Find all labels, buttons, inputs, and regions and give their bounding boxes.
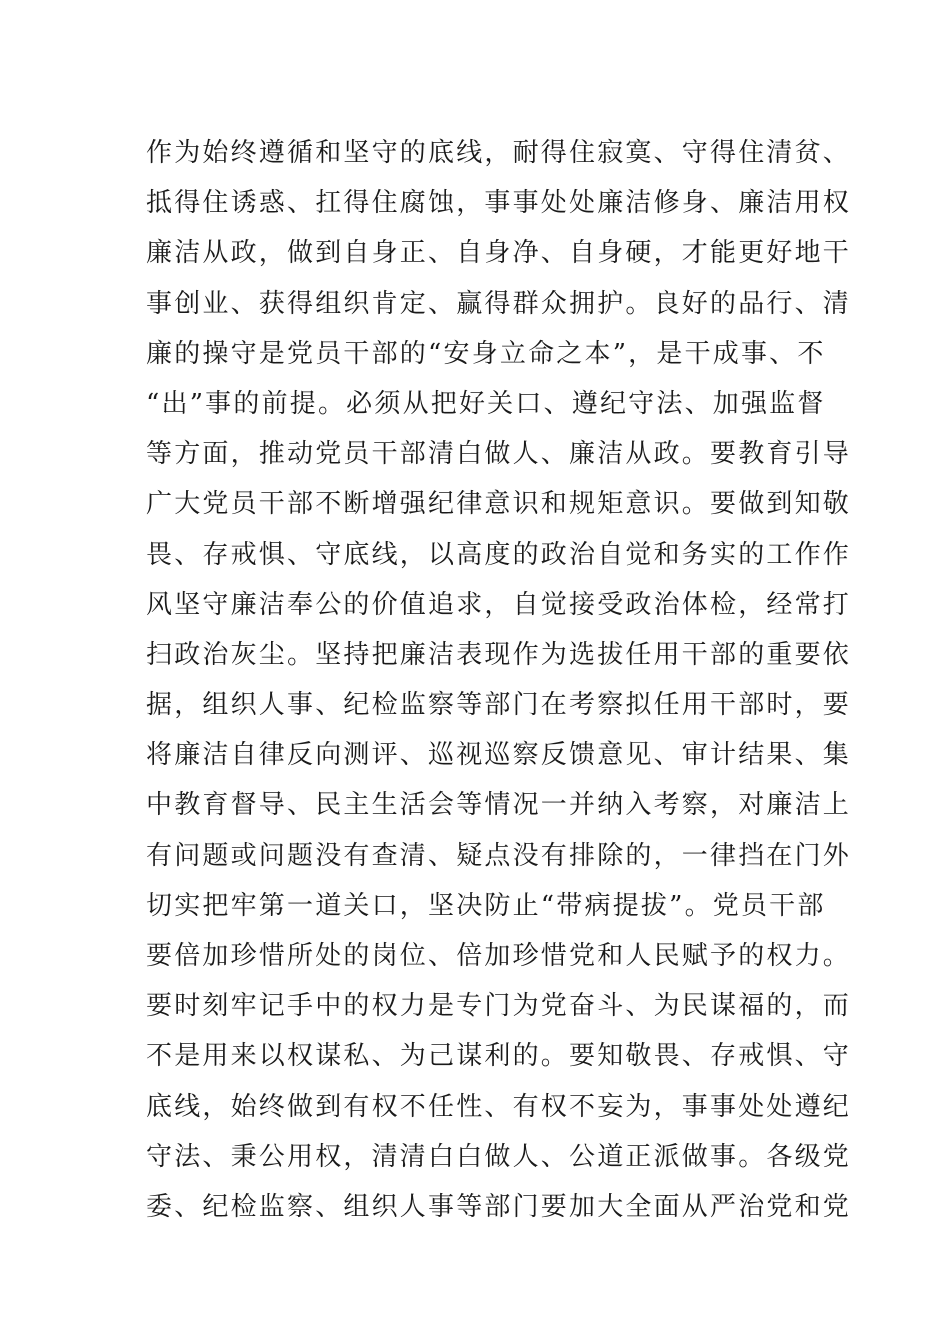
text-line-1: 作为始终遵循和坚守的底线，耐得住寂寞、守得住清贫、 bbox=[146, 138, 852, 168]
text-line-10: 风坚守廉洁奉公的价值追求，自觉接受政治体检，经常打 bbox=[146, 589, 852, 620]
text-line-22: 委、纪检监察、组织人事等部门要加大全面从严治党和党 bbox=[146, 1191, 852, 1222]
text-line-8: 广大党员干部不断增强纪律意识和规矩意识。要做到知敬 bbox=[146, 489, 852, 520]
text-line-17: 要倍加珍惜所处的岗位、倍加珍惜党和人民赋予的权力。 bbox=[146, 941, 852, 971]
body-text bbox=[146, 128, 852, 1232]
text-line-19: 不是用来以权谋私、为己谋利的。要知敬畏、存戒惧、守 bbox=[146, 1041, 852, 1072]
text-line-5: 廉的操守是党员干部的“安身立命之本”，是干成事、不 bbox=[146, 338, 826, 369]
text-line-14: 中教育督导、民主生活会等情况一并纳入考察，对廉洁上 bbox=[146, 790, 852, 821]
text-line-11: 扫政治灰尘。坚持把廉洁表现作为选拔任用干部的重要依 bbox=[146, 639, 852, 670]
text-line-18: 要时刻牢记手中的权力是专门为党奋斗、为民谋福的，而 bbox=[146, 991, 852, 1022]
text-line-13: 将廉洁自律反向测评、巡视巡察反馈意见、审计结果、集 bbox=[146, 740, 852, 771]
text-line-15: 有问题或问题没有查清、疑点没有排除的，一律挡在门外 bbox=[146, 840, 852, 871]
text-line-20: 底线，始终做到有权不任性、有权不妄为，事事处处遵纪 bbox=[146, 1091, 852, 1122]
text-line-21: 守法、秉公用权，清清白白做人、公道正派做事。各级党 bbox=[146, 1141, 852, 1172]
text-line-4: 事创业、获得组织肯定、赢得群众拥护。良好的品行、清 bbox=[146, 288, 852, 319]
text-line-6: “出”事的前提。必须从把好关口、遵纪守法、加强监督 bbox=[146, 388, 826, 419]
text-line-7: 等方面，推动党员干部清白做人、廉洁从政。要教育引导 bbox=[146, 439, 852, 470]
text-line-16: 切实把牢第一道关口，坚决防止“带病提拔”。党员干部 bbox=[146, 890, 826, 921]
text-line-3: 廉洁从政，做到自身正、自身净、自身硬，才能更好地干 bbox=[146, 238, 852, 269]
text-line-9: 畏、存戒惧、守底线，以高度的政治自觉和务实的工作作 bbox=[146, 539, 852, 570]
text-line-12: 据，组织人事、纪检监察等部门在考察拟任用干部时，要 bbox=[146, 690, 852, 721]
text-line-2: 抵得住诱惑、扛得住腐蚀，事事处处廉洁修身、廉洁用权 bbox=[146, 188, 852, 219]
